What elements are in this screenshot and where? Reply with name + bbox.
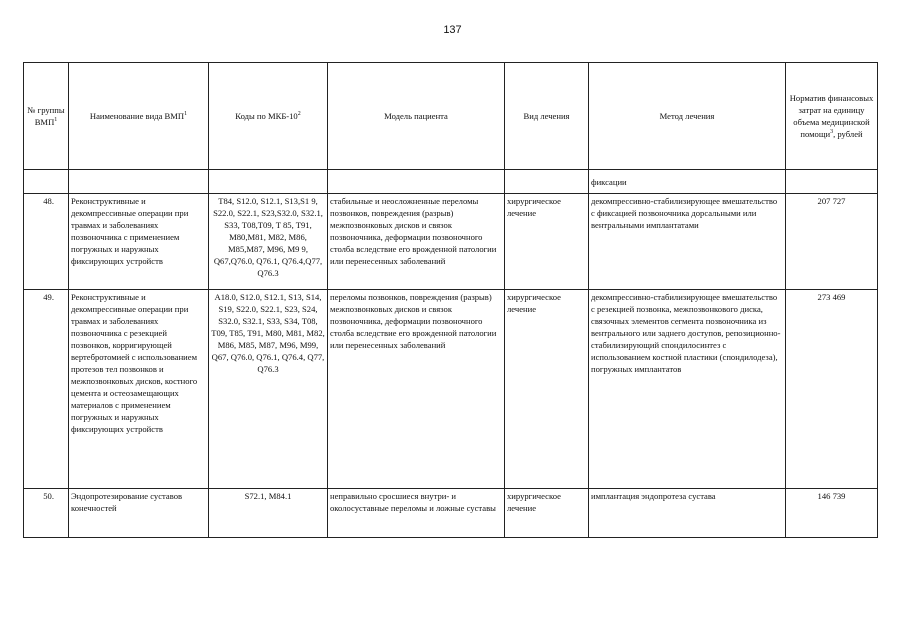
cell-method: декомпрессивно-стабилизирующее вмешательство с фиксацией позвоночника дорсальными или вентральными имплантатами (589, 194, 786, 290)
cell-name: Эндопротезирование суставов конечностей (69, 489, 209, 538)
header-cost-norm: Норматив финансовых затрат на единицу объема медицинской помощи$^3$, рублей (786, 63, 878, 170)
cell-empty (209, 170, 328, 194)
cell-type: хирургическое лечение (505, 290, 589, 489)
header-treatment-method: Метод лечения (589, 63, 786, 170)
cell-model: неправильно сросшиеся внутри- и околосуставные переломы и ложные суставы (328, 489, 505, 538)
header-icd-codes: Коды по МКБ-$10^2$ (209, 63, 328, 170)
cell-model: переломы позвонков, повреждения (разрыв) межпозвонковых дисков и связок позвоночника, деформации позвоночного столба вследствие его врожденной патологии или перенесенных заболеваний (328, 290, 505, 489)
cell-empty (24, 170, 69, 194)
table-row (24, 194, 878, 290)
cell-method: фиксации (589, 170, 786, 194)
cell-codes: S72.1, M84.1 (209, 489, 328, 538)
header-patient-model: Модель пациента (328, 63, 505, 170)
vmp-table (23, 62, 878, 538)
cell-group: 49. (24, 290, 69, 489)
table-row (24, 290, 878, 489)
cell-empty (328, 170, 505, 194)
header-vmp-name: Наименование вида ВМП$^1$ (69, 63, 209, 170)
cell-empty (69, 170, 209, 194)
cell-cost: 273 469 (786, 290, 878, 489)
table-row (24, 489, 878, 538)
cell-empty (786, 170, 878, 194)
cell-name: Реконструктивные и декомпрессивные операции при травмах и заболеваниях позвоночника с резекцией позвонков, корригирующей вертебротомией с использованием протезов тел позвонков и межпозвонковых дисков, костного цемента и остеозамещающих материалов с применением погружных и наружных фиксирующих устройств (69, 290, 209, 489)
cell-cost: 207 727 (786, 194, 878, 290)
cell-name: Реконструктивные и декомпрессивные операции при травмах и заболеваниях позвоночника с применением погружных и наружных фиксирующих устройств (69, 194, 209, 290)
cell-group: 48. (24, 194, 69, 290)
header-treatment-type: Вид лечения (505, 63, 589, 170)
cell-empty (505, 170, 589, 194)
page-number: 137 (443, 24, 462, 36)
cell-cost: 146 739 (786, 489, 878, 538)
cell-model: стабильные и неосложненные переломы позвонков, повреждения (разрыв) межпозвонковых дисков и связок позвоночника, деформации позвоночного столба вследствие его врожденной патологии или перенесенных заболеваний (328, 194, 505, 290)
header-row (24, 63, 878, 170)
cell-codes: A18.0, S12.0, S12.1, S13, S14, S19, S22.0, S22.1, S23, S24, S32.0, S32.1, S33, S34, T08, T09, T85, T91, M80, M81, M82, M86, M85, M87, M96, M99, Q67, Q76.0, Q76.1, Q76.4, Q77, Q76.3 (209, 290, 328, 489)
header-group-no: № группы ВМП$^1$ (24, 63, 69, 170)
cell-method: имплантация эндопротеза сустава (589, 489, 786, 538)
cell-method: декомпрессивно-стабилизирующее вмешательство с резекцией позвонка, межпозвонкового диска, связочных элементов сегмента позвоночника из вентрального или заднего доступов, репозиционно-стабилизирующий спондилосинтез с использованием костной пластики (спондилодеза), погружных имплантатов (589, 290, 786, 489)
cell-group: 50. (24, 489, 69, 538)
continuation-row (24, 170, 878, 194)
cell-type: хирургическое лечение (505, 194, 589, 290)
cell-codes: T84, S12.0, S12.1, S13,S1 9, S22.0, S22.1, S23,S32.0, S32.1, S33, T08,T09, T 85, T91, M80,M81, M82, M86, M85,M87, M96, M9 9, Q67,Q76.0, Q76.1, Q76.4,Q77, Q76.3 (209, 194, 328, 290)
cell-type: хирургическое лечение (505, 489, 589, 538)
